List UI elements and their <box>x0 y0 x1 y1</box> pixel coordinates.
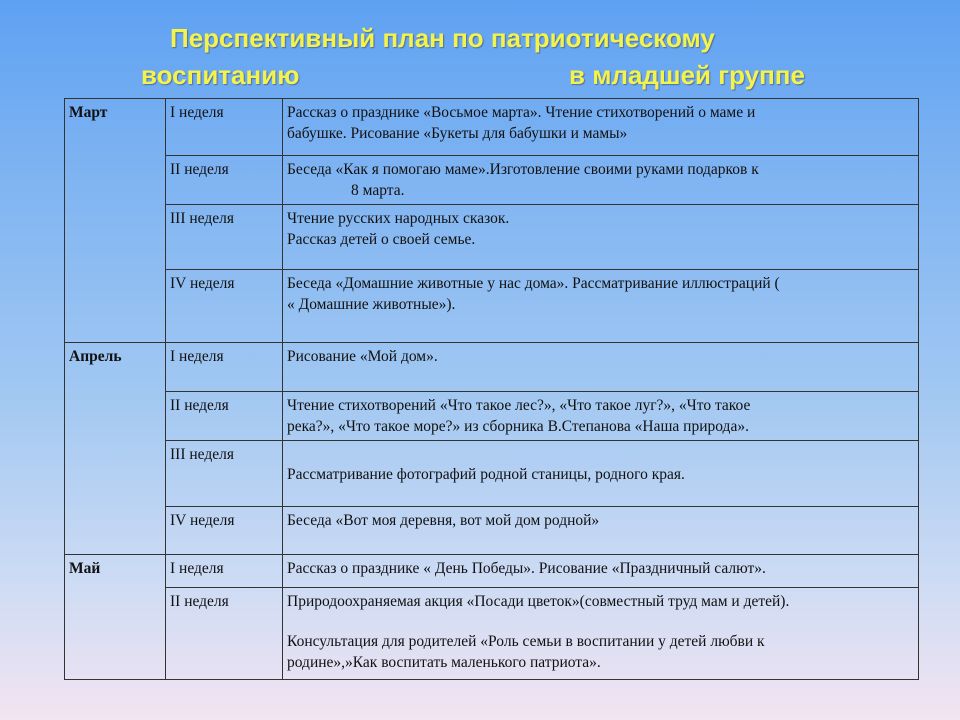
table-row <box>65 270 919 343</box>
activity-line: Чтение русских народных сказок. <box>287 210 510 227</box>
table-row <box>65 392 919 441</box>
activity-cell <box>283 555 919 588</box>
week-cell: I неделя <box>166 99 283 156</box>
activity-cell <box>283 156 919 205</box>
table-row <box>65 507 919 555</box>
paragraph-gap <box>287 612 914 631</box>
activity-line: Природоохраняемая акция «Посади цветок»(совместный труд мам и детей). <box>287 593 790 610</box>
title-line-2-right: в младшей группе <box>569 60 805 90</box>
table-row <box>65 343 919 392</box>
title-line-2-left: воспитанию <box>141 60 300 90</box>
activity-line: бабушке. Рисование «Букеты для бабушки и мамы» <box>287 125 628 142</box>
week-cell: II неделя <box>166 392 283 441</box>
week-cell: IV неделя <box>166 270 283 343</box>
activity-line: Беседа «Как я помогаю маме».Изготовление своими руками подарков к <box>287 161 759 178</box>
month-cell-march: Март <box>65 99 166 343</box>
table-row <box>65 156 919 205</box>
activity-line: 8 марта. <box>351 182 405 199</box>
activity-cell <box>283 99 919 156</box>
month-cell-april: Апрель <box>65 343 166 555</box>
activity-line: Рассказ детей о своей семье. <box>287 231 476 248</box>
week-cell: IV неделя <box>166 507 283 555</box>
activity-cell <box>283 343 919 392</box>
week-cell: II неделя <box>166 156 283 205</box>
table-row <box>65 555 919 588</box>
activity-line: « Домашние животные»). <box>287 296 456 313</box>
table-row <box>65 205 919 270</box>
activity-cell <box>283 270 919 343</box>
week-cell: II неделя <box>166 588 283 680</box>
activity-line: Беседа «Вот моя деревня, вот мой дом родной» <box>287 512 600 529</box>
table-row <box>65 588 919 680</box>
table-row <box>65 99 919 156</box>
activity-cell <box>283 205 919 270</box>
activity-line: Беседа «Домашние животные у нас дома». Рассматривание иллюстраций ( <box>287 275 780 292</box>
activity-cell <box>283 588 919 680</box>
activity-line: Рассказ о празднике «Восьмое марта». Чтение стихотворений о маме и <box>287 104 756 121</box>
activity-line: Рисование «Мой дом». <box>287 348 438 365</box>
activity-line: Чтение стихотворений «Что такое лес?», «Что такое луг?», «Что такое <box>287 397 751 414</box>
activity-cell <box>283 441 919 507</box>
activity-cell <box>283 507 919 555</box>
activity-line: родине»,»Как воспитать маленького патриота». <box>287 654 601 671</box>
activity-line: Рассказ о празднике « День Победы». Рисование «Праздничный салют». <box>287 560 766 577</box>
activity-line: река?», «Что такое море?» из сборника В.Степанова «Наша природа». <box>287 418 749 435</box>
plan-table <box>64 98 919 680</box>
week-cell: I неделя <box>166 343 283 392</box>
activity-line: Рассматривание фотографий родной станицы, родного края. <box>287 465 685 483</box>
activity-line: Консультация для родителей «Роль семьи в воспитании у детей любви к <box>287 633 765 650</box>
week-cell: III неделя <box>166 441 283 507</box>
title-line-1: Перспективный план по патриотическому <box>170 23 715 53</box>
table-row <box>65 441 919 507</box>
week-cell: I неделя <box>166 555 283 588</box>
month-cell-may: Май <box>65 555 166 680</box>
activity-cell <box>283 392 919 441</box>
week-cell: III неделя <box>166 205 283 270</box>
